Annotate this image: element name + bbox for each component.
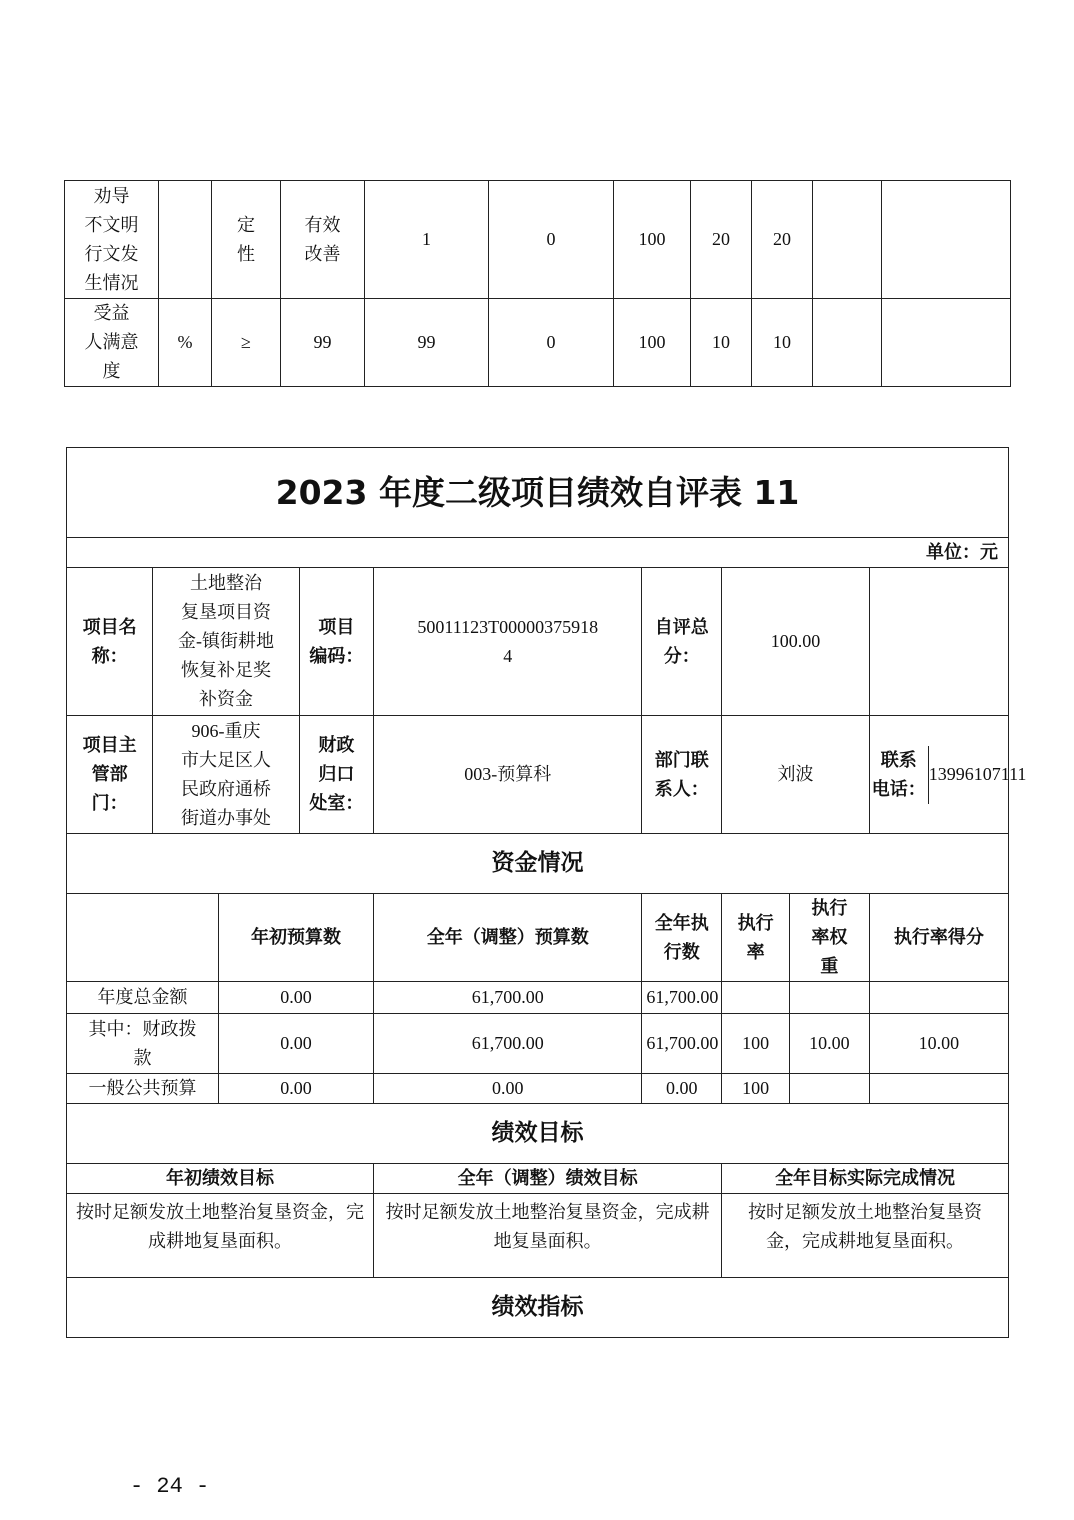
self-evaluation-table <box>66 447 1027 1338</box>
indicator-actual: 1 <box>365 181 489 299</box>
funds-cell: 61,700.00 <box>374 982 642 1014</box>
funds-header: 年初预算数 <box>218 894 373 982</box>
indicator-score: 10 <box>752 299 813 387</box>
score-label: 自评总 分： <box>642 568 722 716</box>
indicator-name: 受益 人满意 度 <box>65 299 159 387</box>
funds-cell: 100 <box>722 1014 790 1074</box>
office-name: 003-预算科 <box>374 716 642 834</box>
page-number: - 24 - <box>130 1474 210 1499</box>
phone-number: 13996107111 <box>928 764 1027 784</box>
indicator-weight: 10 <box>691 299 752 387</box>
goals-header: 年初绩效目标 <box>67 1164 374 1194</box>
indicators-section-title: 绩效指标 <box>67 1278 1009 1338</box>
project-name: 土地整治 复垦项目资 金-镇街耕地 恢复补足奖 补资金 <box>153 568 300 716</box>
funds-cell: 其中：财政拨 款 <box>67 1014 219 1074</box>
funds-header <box>67 894 219 982</box>
project-name-row <box>67 568 1009 716</box>
funds-cell: 10.00 <box>869 1014 1008 1074</box>
goals-header-row <box>67 1164 1009 1194</box>
goal-initial: 按时足额发放土地整治复垦资金，完成耕地复垦面积。 <box>67 1194 374 1278</box>
funds-header: 执行率得分 <box>869 894 1008 982</box>
indicator-kind: 定 性 <box>212 181 281 299</box>
phone-cell <box>869 716 1027 834</box>
funds-cell <box>869 1074 1008 1104</box>
contact-name: 刘波 <box>722 716 870 834</box>
goals-header: 全年目标实际完成情况 <box>722 1164 1009 1194</box>
indicator-table-continued <box>64 180 1011 387</box>
table-row <box>67 1014 1009 1074</box>
indicators-section-row <box>67 1278 1009 1338</box>
page-title: 2023 年度二级项目绩效自评表 11 <box>67 448 1009 538</box>
unit-row <box>67 538 1009 568</box>
indicator-actual: 99 <box>365 299 489 387</box>
funds-cell: 0.00 <box>218 1074 373 1104</box>
funds-cell: 0.00 <box>218 982 373 1014</box>
unit-label: 单位：元 <box>67 538 1009 568</box>
funds-cell: 年度总金额 <box>67 982 219 1014</box>
department-row <box>67 716 1009 834</box>
project-code-label: 项目 编码： <box>299 568 373 716</box>
indicator-extra <box>813 299 882 387</box>
indicator-weight: 20 <box>691 181 752 299</box>
funds-header-row <box>67 894 1009 982</box>
indicator-unit: % <box>159 299 212 387</box>
table-row <box>67 1074 1009 1104</box>
funds-cell: 61,700.00 <box>642 982 722 1014</box>
contact-label: 部门联 系人： <box>642 716 722 834</box>
funds-cell: 0.00 <box>218 1014 373 1074</box>
goals-header: 全年（调整）绩效目标 <box>374 1164 722 1194</box>
project-code: 50011123T00000375918 4 <box>374 568 642 716</box>
funds-cell <box>790 1074 870 1104</box>
funds-header: 执行 率 <box>722 894 790 982</box>
funds-section-title: 资金情况 <box>67 834 1009 894</box>
indicator-extra <box>813 181 882 299</box>
title-row <box>67 448 1009 538</box>
indicator-rate: 100 <box>614 181 691 299</box>
project-name-label: 项目名 称： <box>67 568 153 716</box>
dept-label: 项目主 管部 门： <box>67 716 153 834</box>
indicator-extra <box>882 299 1011 387</box>
indicator-target: 99 <box>281 299 365 387</box>
funds-cell: 一般公共预算 <box>67 1074 219 1104</box>
total-score: 100.00 <box>722 568 870 716</box>
goals-row <box>67 1194 1009 1278</box>
funds-cell: 61,700.00 <box>374 1014 642 1074</box>
funds-header: 全年执行数 <box>642 894 722 982</box>
table-row <box>67 982 1009 1014</box>
funds-cell: 10.00 <box>790 1014 870 1074</box>
goal-adjusted: 按时足额发放土地整治复垦资金，完成耕地复垦面积。 <box>374 1194 722 1278</box>
funds-header: 执行 率权 重 <box>790 894 870 982</box>
indicator-rate: 100 <box>614 299 691 387</box>
funds-cell <box>790 982 870 1014</box>
funds-cell <box>722 982 790 1014</box>
office-label: 财政 归口 处室： <box>299 716 373 834</box>
funds-cell: 0.00 <box>642 1074 722 1104</box>
indicator-name: 劝导 不文明 行文发 生情况 <box>65 181 159 299</box>
indicator-score: 20 <box>752 181 813 299</box>
indicator-deviation: 0 <box>489 299 614 387</box>
table-row <box>65 181 1011 299</box>
indicator-kind: ≥ <box>212 299 281 387</box>
funds-cell <box>869 982 1008 1014</box>
indicator-extra <box>882 181 1011 299</box>
goals-section-row <box>67 1104 1009 1164</box>
funds-header: 全年（调整）预算数 <box>374 894 642 982</box>
indicator-unit <box>159 181 212 299</box>
table-row <box>65 299 1011 387</box>
funds-cell: 61,700.00 <box>642 1014 722 1074</box>
funds-cell: 100 <box>722 1074 790 1104</box>
funds-cell: 0.00 <box>374 1074 642 1104</box>
funds-section-row <box>67 834 1009 894</box>
empty-cell <box>869 568 1008 716</box>
indicator-deviation: 0 <box>489 181 614 299</box>
phone-label: 联系 电话： <box>870 746 929 804</box>
goal-actual: 按时足额发放土地整治复垦资金，完成耕地复垦面积。 <box>722 1194 1009 1278</box>
indicator-target: 有效 改善 <box>281 181 365 299</box>
goals-section-title: 绩效目标 <box>67 1104 1009 1164</box>
dept-name: 906-重庆 市大足区人 民政府通桥 街道办事处 <box>153 716 300 834</box>
